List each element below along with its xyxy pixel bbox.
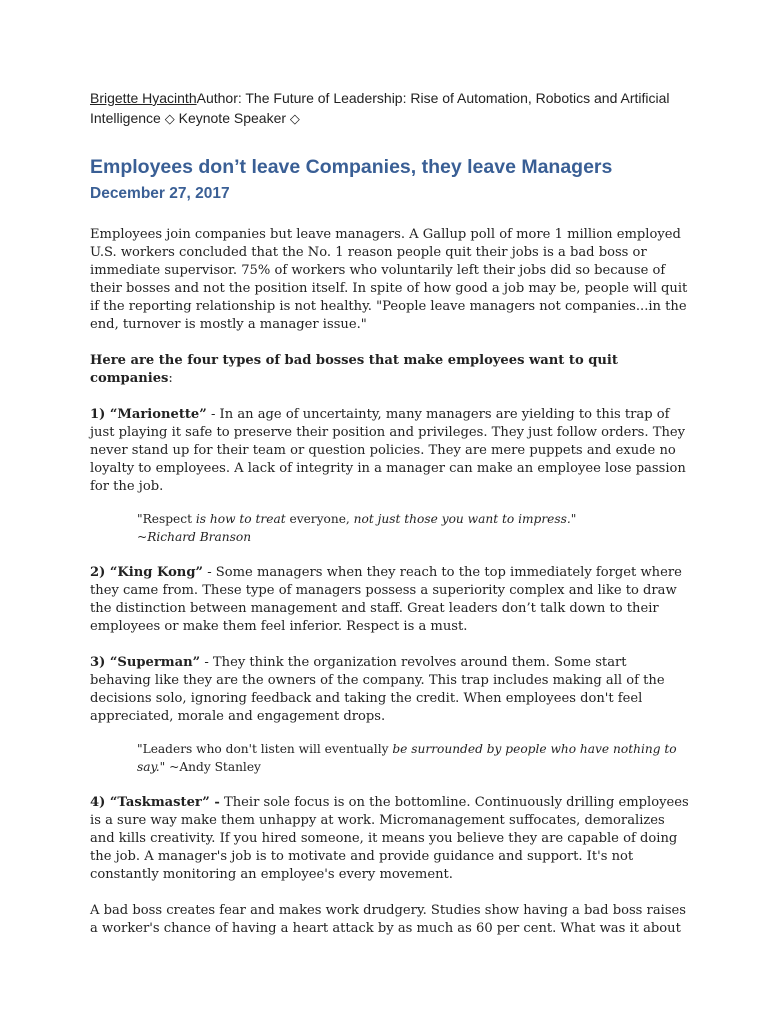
author-title: Author: The Future of Leadership: Rise of Automation, Robotics and Artificial Intelligence bbox=[90, 90, 670, 126]
boss-type-label: 4) “Taskmaster” - bbox=[90, 795, 220, 810]
quote-text: " bbox=[570, 512, 577, 526]
quote-block bbox=[137, 740, 690, 776]
quote-text: "Leaders who don't listen will eventually bbox=[137, 742, 393, 756]
boss-type-paragraph bbox=[90, 564, 690, 636]
boss-type-paragraph bbox=[90, 654, 690, 726]
closing-paragraph: A bad boss creates fear and makes work drudgery. Studies show having a bad boss raises a worker's chance of having a heart attack by as much as 60 per cent. What was it about bbox=[90, 903, 687, 936]
boss-type-paragraph bbox=[90, 406, 690, 496]
section-heading bbox=[90, 352, 690, 388]
author-role: Keynote Speaker bbox=[178, 110, 287, 126]
diamond-icon: ◇ bbox=[164, 112, 175, 127]
section-heading-text: Here are the four types of bad bosses that make employees want to quit companies bbox=[90, 353, 618, 386]
byline bbox=[90, 88, 690, 130]
document-page bbox=[90, 88, 690, 938]
quote-text-italic: not just those you want to impress. bbox=[353, 512, 571, 526]
quote-text-italic: be surrounded by people who have nothing to say. bbox=[137, 742, 677, 774]
boss-type-label: 3) “Superman” bbox=[90, 655, 201, 670]
article-date: December 27, 2017 bbox=[90, 185, 230, 202]
article-body bbox=[90, 226, 690, 938]
diamond-icon: ◇ bbox=[289, 112, 300, 127]
quote-text: "Respect bbox=[137, 512, 196, 526]
section-heading-colon: : bbox=[168, 371, 173, 386]
quote-text: everyone, bbox=[285, 512, 354, 526]
boss-type-text: Their sole focus is on the bottomline. Continuously drilling employees is a sure way make them unhappy at work. Micromanagement suffocates, demoralizes and kills creativity. If you hired someone, it means you believe they are capable of doing the job. A manager's job is to motivate and provide guidance and support. It's not constantly monitoring an employee's every movement. bbox=[90, 795, 689, 882]
article-title: Employees don’t leave Companies, they leave Managers bbox=[90, 156, 613, 178]
boss-type-label: 2) “King Kong” bbox=[90, 565, 204, 580]
boss-type-label: 1) “Marionette” bbox=[90, 407, 207, 422]
quote-attribution: " ~Andy Stanley bbox=[159, 760, 261, 774]
quote-text-italic: is how to treat bbox=[195, 512, 286, 526]
quote-attribution: ~Richard Branson bbox=[137, 530, 252, 544]
quote-block bbox=[137, 510, 690, 546]
author-name-link[interactable]: Brigette Hyacinth bbox=[90, 90, 197, 106]
boss-type-text: - They think the organization revolves around them. Some start behaving like they are the owners of the company. This trap includes making all of the decisions solo, ignoring feedback and taking the credit. When employees don't feel appreciated, morale and engagement drops. bbox=[90, 655, 665, 724]
boss-type-text: - Some managers when they reach to the top immediately forget where they came from. These type of managers possess a superiority complex and like to draw the distinction between management and staff. Great leaders don’t talk down to their employees or make them feel inferior. Respect is a must. bbox=[90, 565, 682, 634]
boss-type-paragraph bbox=[90, 794, 690, 884]
boss-type-text: - In an age of uncertainty, many managers are yielding to this trap of just playing it safe to preserve their position and privileges. They just follow orders. They never stand up for their team or question policies. They are mere puppets and exude no loyalty to employees. A lack of integrity in a manager can make an employee lose passion for the job. bbox=[90, 407, 686, 494]
intro-paragraph: Employees join companies but leave managers. A Gallup poll of more 1 million employed U.S. workers concluded that the No. 1 reason people quit their jobs is a bad boss or immediate supervisor. 75% of workers who voluntarily left their jobs did so because of their bosses and not the position itself. In spite of how good a job may be, people will quit if the reporting relationship is not healthy. "People leave managers not companies...in the end, turnover is mostly a manager issue." bbox=[90, 227, 688, 332]
